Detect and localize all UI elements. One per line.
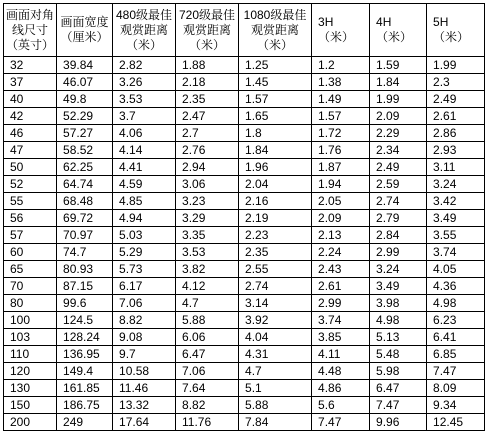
header-1080-distance (239, 4, 312, 57)
distance-720-cell: 4.7 (176, 295, 239, 312)
distance-5h-cell: 2.49 (427, 91, 485, 108)
header-5h (427, 4, 485, 57)
screen-width-cell: 124.5 (57, 312, 113, 329)
table-row (4, 244, 485, 261)
table-row (4, 312, 485, 329)
diagonal-size-cell: 100 (4, 312, 57, 329)
screen-width-cell: 49.8 (57, 91, 113, 108)
distance-1080-cell: 4.7 (239, 363, 312, 380)
distance-1080-cell: 3.14 (239, 295, 312, 312)
table-row (4, 380, 485, 397)
distance-5h-cell: 12.45 (427, 414, 485, 431)
distance-480-cell: 5.03 (113, 227, 176, 244)
distance-1080-cell: 2.35 (239, 244, 312, 261)
distance-4h-cell: 2.84 (370, 227, 427, 244)
distance-720-cell: 4.12 (176, 278, 239, 295)
header-480-distance (113, 4, 176, 57)
distance-480-cell: 13.32 (113, 397, 176, 414)
distance-480-cell: 8.82 (113, 312, 176, 329)
header-line: 观赏距离 (251, 22, 300, 37)
viewing-distance-table-container (3, 3, 485, 431)
distance-5h-cell: 3.42 (427, 193, 485, 210)
header-line: （英寸） (6, 37, 55, 52)
distance-4h-cell: 1.84 (370, 74, 427, 91)
diagonal-size-cell: 57 (4, 227, 57, 244)
header-line: 3H (318, 15, 334, 29)
distance-5h-cell: 8.09 (427, 380, 485, 397)
distance-3h-cell: 2.61 (312, 278, 370, 295)
screen-width-cell: 149.4 (57, 363, 113, 380)
header-line: （米） (433, 30, 470, 44)
distance-5h-cell: 3.24 (427, 176, 485, 193)
header-screen-width (57, 4, 113, 57)
distance-4h-cell: 2.09 (370, 108, 427, 125)
distance-480-cell: 4.85 (113, 193, 176, 210)
distance-5h-cell: 6.85 (427, 346, 485, 363)
diagonal-size-cell: 120 (4, 363, 57, 380)
screen-width-cell: 136.95 (57, 346, 113, 363)
distance-720-cell: 2.94 (176, 159, 239, 176)
distance-5h-cell: 3.55 (427, 227, 485, 244)
distance-3h-cell: 1.94 (312, 176, 370, 193)
distance-3h-cell: 1.72 (312, 125, 370, 142)
distance-720-cell: 1.88 (176, 57, 239, 74)
distance-480-cell: 4.06 (113, 125, 176, 142)
header-line: 5H (433, 15, 449, 29)
diagonal-size-cell: 40 (4, 91, 57, 108)
header-720-distance (176, 4, 239, 57)
distance-5h-cell: 4.36 (427, 278, 485, 295)
distance-3h-cell: 1.57 (312, 108, 370, 125)
header-line: （米） (376, 30, 413, 44)
distance-720-cell: 2.47 (176, 108, 239, 125)
header-line: 观赏距离 (183, 22, 232, 37)
header-line: （米） (318, 30, 355, 44)
table-row (4, 193, 485, 210)
header-line: （厘米） (60, 30, 109, 44)
table-row (4, 261, 485, 278)
diagonal-size-cell: 46 (4, 125, 57, 142)
screen-width-cell: 80.93 (57, 261, 113, 278)
distance-1080-cell: 1.57 (239, 91, 312, 108)
distance-4h-cell: 3.49 (370, 278, 427, 295)
table-row (4, 57, 485, 74)
distance-3h-cell: 2.99 (312, 295, 370, 312)
diagonal-size-cell: 80 (4, 295, 57, 312)
header-line: 线尺寸 (12, 22, 49, 37)
distance-480-cell: 3.7 (113, 108, 176, 125)
distance-720-cell: 8.82 (176, 397, 239, 414)
distance-480-cell: 2.82 (113, 57, 176, 74)
distance-3h-cell: 1.49 (312, 91, 370, 108)
table-row (4, 363, 485, 380)
distance-5h-cell: 3.11 (427, 159, 485, 176)
distance-4h-cell: 2.79 (370, 210, 427, 227)
distance-3h-cell: 1.2 (312, 57, 370, 74)
distance-5h-cell: 6.23 (427, 312, 485, 329)
distance-1080-cell: 4.04 (239, 329, 312, 346)
distance-5h-cell: 7.47 (427, 363, 485, 380)
distance-4h-cell: 3.98 (370, 295, 427, 312)
header-line: 4H (376, 15, 392, 29)
distance-1080-cell: 1.8 (239, 125, 312, 142)
distance-3h-cell: 2.09 (312, 210, 370, 227)
diagonal-size-cell: 130 (4, 380, 57, 397)
screen-width-cell: 52.29 (57, 108, 113, 125)
distance-720-cell: 5.88 (176, 312, 239, 329)
table-row (4, 108, 485, 125)
header-line: （米） (257, 37, 294, 52)
distance-720-cell: 3.82 (176, 261, 239, 278)
screen-width-cell: 69.72 (57, 210, 113, 227)
distance-720-cell: 2.35 (176, 91, 239, 108)
distance-1080-cell: 1.45 (239, 74, 312, 91)
distance-4h-cell: 6.47 (370, 380, 427, 397)
distance-3h-cell: 2.24 (312, 244, 370, 261)
distance-720-cell: 2.7 (176, 125, 239, 142)
distance-720-cell: 3.35 (176, 227, 239, 244)
screen-width-cell: 249 (57, 414, 113, 431)
header-3h (312, 4, 370, 57)
distance-5h-cell: 3.74 (427, 244, 485, 261)
distance-4h-cell: 2.34 (370, 142, 427, 159)
distance-3h-cell: 3.74 (312, 312, 370, 329)
distance-480-cell: 9.7 (113, 346, 176, 363)
distance-720-cell: 3.06 (176, 176, 239, 193)
distance-1080-cell: 1.96 (239, 159, 312, 176)
screen-width-cell: 74.7 (57, 244, 113, 261)
header-row (4, 4, 485, 57)
distance-480-cell: 6.17 (113, 278, 176, 295)
distance-5h-cell: 9.34 (427, 397, 485, 414)
header-line: 720级最佳 (179, 7, 236, 22)
distance-1080-cell: 2.16 (239, 193, 312, 210)
table-row (4, 176, 485, 193)
distance-720-cell: 7.64 (176, 380, 239, 397)
distance-3h-cell: 2.43 (312, 261, 370, 278)
distance-480-cell: 10.58 (113, 363, 176, 380)
distance-4h-cell: 4.98 (370, 312, 427, 329)
distance-480-cell: 11.46 (113, 380, 176, 397)
distance-720-cell: 2.18 (176, 74, 239, 91)
distance-1080-cell: 7.84 (239, 414, 312, 431)
header-line: 画面对角 (6, 7, 55, 22)
viewing-distance-table (3, 3, 485, 431)
distance-720-cell: 2.76 (176, 142, 239, 159)
distance-4h-cell: 3.24 (370, 261, 427, 278)
diagonal-size-cell: 60 (4, 244, 57, 261)
distance-4h-cell: 9.96 (370, 414, 427, 431)
diagonal-size-cell: 42 (4, 108, 57, 125)
table-row (4, 91, 485, 108)
screen-width-cell: 64.74 (57, 176, 113, 193)
distance-1080-cell: 5.1 (239, 380, 312, 397)
diagonal-size-cell: 37 (4, 74, 57, 91)
screen-width-cell: 68.48 (57, 193, 113, 210)
distance-4h-cell: 5.48 (370, 346, 427, 363)
distance-3h-cell: 7.47 (312, 414, 370, 431)
screen-width-cell: 39.84 (57, 57, 113, 74)
distance-480-cell: 17.64 (113, 414, 176, 431)
diagonal-size-cell: 50 (4, 159, 57, 176)
distance-480-cell: 3.26 (113, 74, 176, 91)
distance-4h-cell: 7.47 (370, 397, 427, 414)
diagonal-size-cell: 110 (4, 346, 57, 363)
distance-1080-cell: 2.55 (239, 261, 312, 278)
distance-5h-cell: 6.41 (427, 329, 485, 346)
distance-4h-cell: 5.98 (370, 363, 427, 380)
header-4h (370, 4, 427, 57)
screen-width-cell: 87.15 (57, 278, 113, 295)
distance-1080-cell: 1.25 (239, 57, 312, 74)
screen-width-cell: 62.25 (57, 159, 113, 176)
distance-480-cell: 5.29 (113, 244, 176, 261)
distance-720-cell: 6.47 (176, 346, 239, 363)
screen-width-cell: 58.52 (57, 142, 113, 159)
diagonal-size-cell: 70 (4, 278, 57, 295)
diagonal-size-cell: 200 (4, 414, 57, 431)
distance-720-cell: 6.06 (176, 329, 239, 346)
distance-4h-cell: 1.59 (370, 57, 427, 74)
table-row (4, 227, 485, 244)
distance-720-cell: 3.23 (176, 193, 239, 210)
distance-3h-cell: 1.87 (312, 159, 370, 176)
distance-480-cell: 3.53 (113, 91, 176, 108)
header-line: （米） (189, 37, 226, 52)
screen-width-cell: 46.07 (57, 74, 113, 91)
distance-1080-cell: 3.92 (239, 312, 312, 329)
distance-5h-cell: 3.49 (427, 210, 485, 227)
diagonal-size-cell: 103 (4, 329, 57, 346)
distance-5h-cell: 2.3 (427, 74, 485, 91)
distance-1080-cell: 5.88 (239, 397, 312, 414)
table-row (4, 295, 485, 312)
table-row (4, 346, 485, 363)
header-line: 画面宽度 (60, 15, 109, 29)
distance-480-cell: 5.73 (113, 261, 176, 278)
diagonal-size-cell: 55 (4, 193, 57, 210)
distance-5h-cell: 2.93 (427, 142, 485, 159)
header-line: 480级最佳 (116, 7, 173, 22)
header-line: 1080级最佳 (243, 7, 307, 22)
distance-3h-cell: 1.76 (312, 142, 370, 159)
diagonal-size-cell: 32 (4, 57, 57, 74)
distance-1080-cell: 4.31 (239, 346, 312, 363)
screen-width-cell: 161.85 (57, 380, 113, 397)
diagonal-size-cell: 65 (4, 261, 57, 278)
distance-1080-cell: 2.23 (239, 227, 312, 244)
table-row (4, 397, 485, 414)
distance-480-cell: 7.06 (113, 295, 176, 312)
screen-width-cell: 128.24 (57, 329, 113, 346)
distance-3h-cell: 5.6 (312, 397, 370, 414)
distance-1080-cell: 2.19 (239, 210, 312, 227)
table-row (4, 159, 485, 176)
table-row (4, 210, 485, 227)
screen-width-cell: 57.27 (57, 125, 113, 142)
distance-4h-cell: 2.29 (370, 125, 427, 142)
distance-3h-cell: 4.86 (312, 380, 370, 397)
distance-1080-cell: 1.65 (239, 108, 312, 125)
distance-5h-cell: 2.86 (427, 125, 485, 142)
distance-4h-cell: 2.49 (370, 159, 427, 176)
distance-3h-cell: 4.11 (312, 346, 370, 363)
header-diagonal-size (4, 4, 57, 57)
distance-720-cell: 11.76 (176, 414, 239, 431)
table-row (4, 142, 485, 159)
diagonal-size-cell: 150 (4, 397, 57, 414)
table-row (4, 329, 485, 346)
table-row (4, 278, 485, 295)
distance-480-cell: 4.41 (113, 159, 176, 176)
table-row (4, 125, 485, 142)
distance-480-cell: 4.14 (113, 142, 176, 159)
diagonal-size-cell: 52 (4, 176, 57, 193)
distance-3h-cell: 2.13 (312, 227, 370, 244)
distance-480-cell: 4.59 (113, 176, 176, 193)
header-line: 观赏距离 (120, 22, 169, 37)
distance-720-cell: 3.53 (176, 244, 239, 261)
distance-4h-cell: 1.99 (370, 91, 427, 108)
distance-3h-cell: 3.85 (312, 329, 370, 346)
distance-4h-cell: 2.59 (370, 176, 427, 193)
distance-4h-cell: 2.99 (370, 244, 427, 261)
distance-3h-cell: 2.05 (312, 193, 370, 210)
header-line: （米） (126, 37, 163, 52)
distance-3h-cell: 1.38 (312, 74, 370, 91)
table-body (4, 57, 485, 431)
distance-1080-cell: 2.74 (239, 278, 312, 295)
distance-5h-cell: 2.61 (427, 108, 485, 125)
distance-1080-cell: 1.84 (239, 142, 312, 159)
distance-480-cell: 4.94 (113, 210, 176, 227)
distance-3h-cell: 4.48 (312, 363, 370, 380)
table-row (4, 414, 485, 431)
screen-width-cell: 99.6 (57, 295, 113, 312)
table-row (4, 74, 485, 91)
distance-720-cell: 3.29 (176, 210, 239, 227)
distance-720-cell: 7.06 (176, 363, 239, 380)
diagonal-size-cell: 47 (4, 142, 57, 159)
table-header (4, 4, 485, 57)
screen-width-cell: 70.97 (57, 227, 113, 244)
diagonal-size-cell: 56 (4, 210, 57, 227)
distance-5h-cell: 4.05 (427, 261, 485, 278)
distance-5h-cell: 1.99 (427, 57, 485, 74)
distance-480-cell: 9.08 (113, 329, 176, 346)
distance-1080-cell: 2.04 (239, 176, 312, 193)
distance-4h-cell: 5.13 (370, 329, 427, 346)
distance-4h-cell: 2.74 (370, 193, 427, 210)
screen-width-cell: 186.75 (57, 397, 113, 414)
distance-5h-cell: 4.98 (427, 295, 485, 312)
